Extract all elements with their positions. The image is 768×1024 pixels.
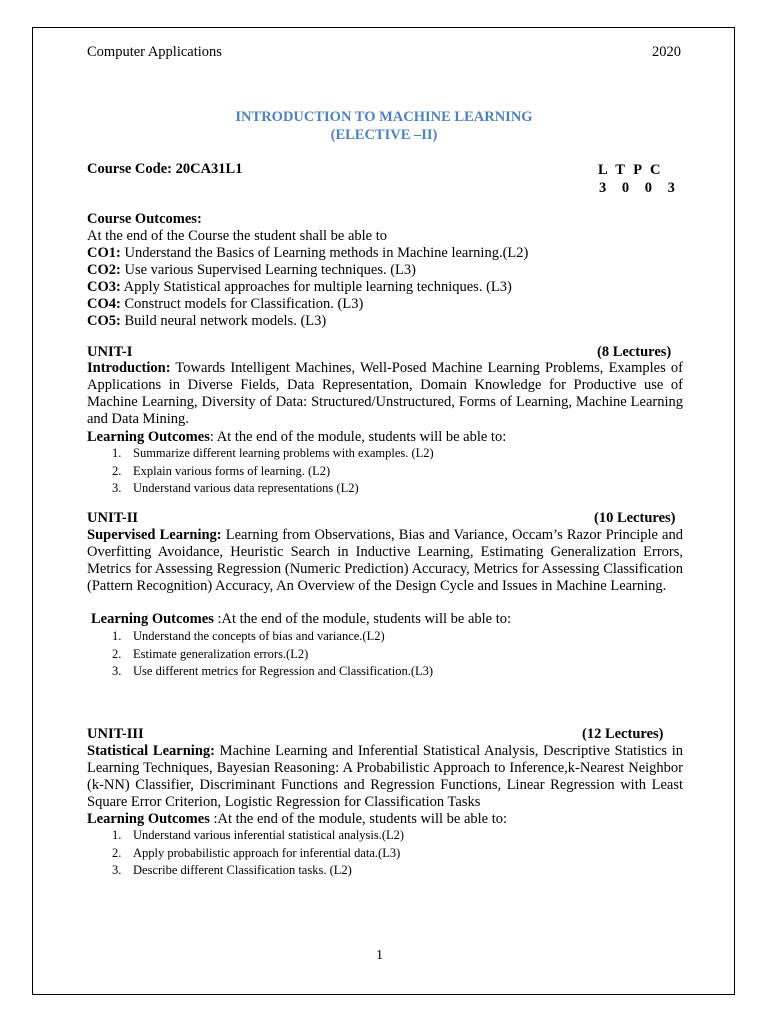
unit-3-content bbox=[87, 743, 683, 811]
unit-2-lectures: (10 Lectures) bbox=[594, 510, 676, 526]
outcome-text: Summarize different learning problems with examples. (L2) bbox=[133, 446, 434, 460]
ltpc-table bbox=[598, 161, 681, 197]
list-item: 1. Understand various inferential statistical analysis.(L2) bbox=[112, 828, 405, 842]
unit-2-text: Learning from Observations, Bias and Variance, Occam’s Razor Principle and Overfitting Avoidance, Heuristic Search in Inductive Learning, Estimating Generalization Errors, Metrics for Assessing Regression (Numeric Prediction) Accuracy, Metrics for Assessing Classification (Pattern Recognition) Accuracy, An Overview of the Design Cycle and Issues in Machine Learning. bbox=[87, 527, 683, 594]
outcomes-intro: At the end of the Course the student shall be able to bbox=[87, 228, 387, 244]
outcome-item bbox=[87, 313, 683, 330]
course-title: INTRODUCTION TO MACHINE LEARNING bbox=[235, 109, 533, 125]
list-item: 2. Estimate generalization errors.(L2) bbox=[112, 646, 309, 661]
unit-2-content bbox=[87, 527, 683, 595]
unit-1-heading: UNIT-I bbox=[87, 344, 133, 360]
unit-2-heading: UNIT-II bbox=[87, 510, 139, 526]
lo-text: : At the end of the module, students will be able to: bbox=[209, 429, 507, 445]
unit-3-learning-outcomes bbox=[87, 811, 507, 828]
list-item: 2. Explain various forms of learning. (L2) bbox=[112, 463, 331, 478]
list-item: 1. Summarize different learning problems with examples. (L2) bbox=[112, 446, 434, 460]
list-item: 3. Understand various data representations (L2) bbox=[112, 481, 359, 495]
unit-2-outcomes-list bbox=[112, 628, 433, 681]
outcome-code: CO3: bbox=[87, 279, 121, 295]
unit-1-topic: Introduction: bbox=[87, 360, 171, 376]
unit-3-text: Machine Learning and Inferential Statistical Analysis, Descriptive Statistics in Learning Techniques, Bayesian Reasoning: A Probabilistic Approach to Inference,k-Nearest Neighbor (k-NN) Classifier, Discriminant Functions and Regression Functions, Linear Regression with Least Square Error Criterion, Logistic Regression for Classification Tasks bbox=[87, 743, 684, 810]
outcome-text: Estimate generalization errors.(L2) bbox=[133, 646, 309, 661]
outcome-code: CO4: bbox=[87, 296, 121, 312]
outcome-code: CO1: bbox=[87, 245, 121, 261]
header-year: 2020 bbox=[652, 44, 681, 60]
course-code: Course Code: 20CA31L1 bbox=[87, 161, 243, 177]
unit-1-learning-outcomes bbox=[87, 429, 506, 446]
lo-label: Learning Outcomes bbox=[87, 429, 210, 445]
lo-label: Learning Outcomes bbox=[87, 811, 210, 827]
course-subtitle: (ELECTIVE –II) bbox=[330, 127, 438, 143]
outcome-item bbox=[87, 296, 683, 313]
unit-3-heading: UNIT-III bbox=[87, 726, 144, 742]
unit-1-content bbox=[87, 360, 683, 428]
list-item: 1. Understand the concepts of bias and variance.(L2) bbox=[112, 629, 385, 643]
page-number: 1 bbox=[376, 948, 383, 963]
outcome-text: Understand the concepts of bias and variance.(L2) bbox=[133, 629, 385, 643]
unit-2-learning-outcomes bbox=[91, 611, 511, 628]
unit-3-topic: Statistical Learning: bbox=[87, 743, 215, 759]
unit-3-outcomes-list bbox=[112, 827, 404, 880]
lo-label: Learning Outcomes bbox=[91, 611, 214, 627]
list-item: 3. Describe different Classification tasks. (L2) bbox=[112, 863, 352, 877]
outcomes-heading: Course Outcomes: bbox=[87, 211, 202, 227]
header-department: Computer Applications bbox=[87, 44, 222, 60]
course-outcomes bbox=[87, 211, 683, 330]
ltpc-header: L T P C bbox=[598, 162, 663, 178]
unit-1-lectures: (8 Lectures) bbox=[597, 344, 672, 360]
list-item: 3. Use different metrics for Regression and Classification.(L3) bbox=[112, 664, 434, 678]
outcome-text: Understand various data representations (L2) bbox=[133, 481, 359, 495]
outcome-code: CO2: bbox=[87, 262, 121, 278]
outcome-text: Explain various forms of learning. (L2) bbox=[133, 463, 331, 478]
lo-text: :At the end of the module, students will be able to: bbox=[213, 611, 512, 627]
outcome-text: Describe different Classification tasks. (L2) bbox=[133, 863, 352, 877]
outcome-text: Understand the Basics of Learning methods in Machine learning.(L2) bbox=[120, 245, 529, 261]
outcome-text: Understand various inferential statistical analysis.(L2) bbox=[133, 828, 405, 842]
outcome-code: CO5: bbox=[87, 313, 121, 329]
unit-1-outcomes-list bbox=[112, 445, 434, 498]
outcome-item bbox=[87, 262, 683, 279]
outcome-item bbox=[87, 245, 683, 262]
unit-2-topic: Supervised Learning: bbox=[87, 527, 222, 543]
outcome-text: Use different metrics for Regression and Classification.(L3) bbox=[133, 664, 434, 678]
list-item: 2. Apply probabilistic approach for inferential data.(L3) bbox=[112, 845, 401, 860]
outcome-text: Build neural network models. (L3) bbox=[120, 313, 327, 329]
outcome-item bbox=[87, 279, 683, 296]
outcome-text: Apply Statistical approaches for multiple learning techniques. (L3) bbox=[120, 279, 512, 295]
unit-1-text: Towards Intelligent Machines, Well-Posed Machine Learning Problems, Examples of Applications in Diverse Fields, Data Representation, Domain Knowledge for Productive use of Machine Learning, Diversity of Data: Structured/Unstructured, Forms of Learning, Machine Learning and Data Mining. bbox=[87, 360, 683, 427]
outcome-text: Construct models for Classification. (L3) bbox=[120, 296, 364, 312]
unit-3-lectures: (12 Lectures) bbox=[582, 726, 664, 742]
ltpc-values: 3 0 0 3 bbox=[599, 180, 681, 196]
lo-text: :At the end of the module, students will be able to: bbox=[209, 811, 508, 827]
outcome-text: Use various Supervised Learning techniques. (L3) bbox=[120, 262, 416, 278]
outcome-text: Apply probabilistic approach for inferential data.(L3) bbox=[133, 845, 401, 860]
